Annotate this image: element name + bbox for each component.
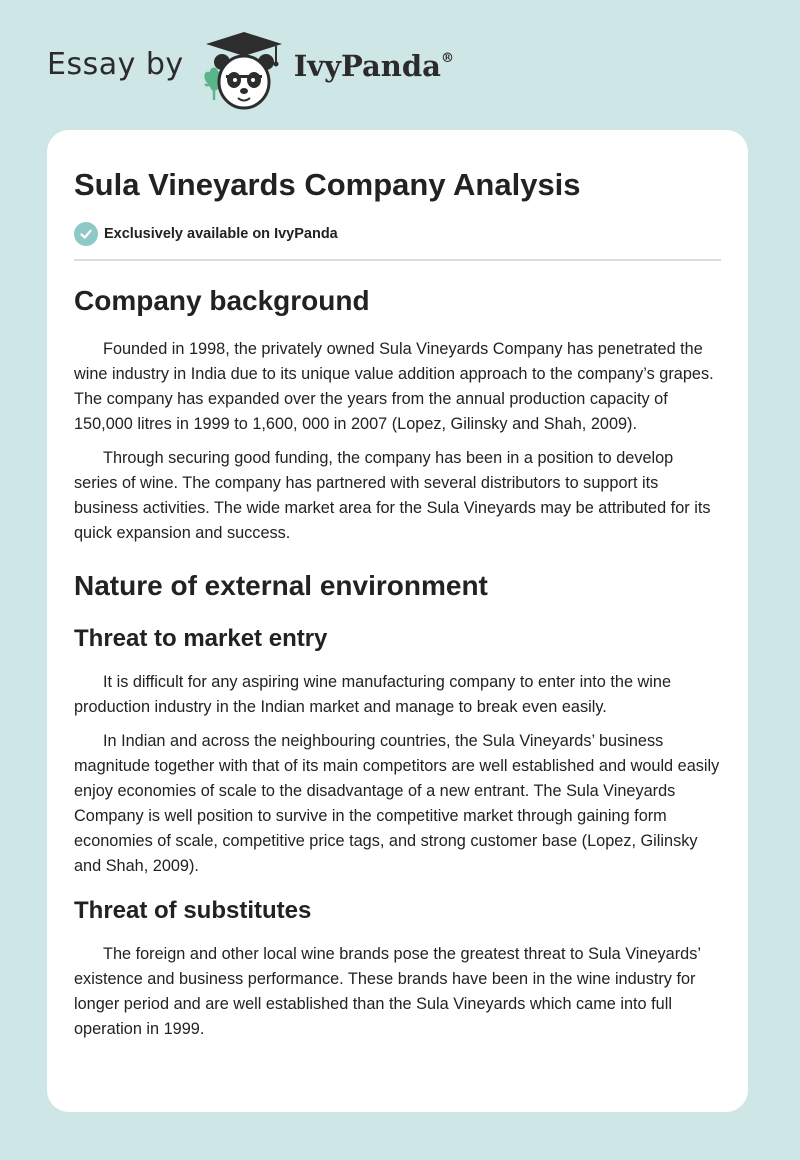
paragraph: Through securing good funding, the company has been in a position to develop series of wine. The company has partnered with several distributors to support its business activities. The wide market area for the Sula Vineyards may be attributed for its quick expansion and success. xyxy=(74,449,711,542)
section-heading-background: Company background xyxy=(74,285,370,316)
panda-graduate-icon[interactable] xyxy=(198,28,290,114)
divider xyxy=(74,259,721,261)
paragraph: In Indian and across the neighbouring countries, the Sula Vineyards’ business magnitude together with that of its main competitors are well established and would easily enjoy economies of scale to the disadvantage of a new entrant. The Sula Vineyards Company is well position to survive in the competitive market through gaining form economies of scale, competitive price tags, and strong customer base (Lopez, Gilinsky and Shah, 2009). xyxy=(74,732,720,875)
paragraph: The foreign and other local wine brands pose the greatest threat to Sula Vineyards’ existence and business performance. These brands have been in the wine industry for longer period and are well established than the Sula Vineyards which came into full operation in 1999. xyxy=(74,945,701,1038)
essay-card xyxy=(47,130,748,1112)
exclusive-badge xyxy=(74,222,721,246)
essay-by-label: Essay by xyxy=(47,46,184,82)
registered-mark: ® xyxy=(440,51,454,66)
exclusive-label: Exclusively available on IvyPanda xyxy=(104,226,338,242)
paragraph: Founded in 1998, the privately owned Sula Vineyards Company has penetrated the wine industry in India due to its unique value addition approach to the company’s grapes. The company has expanded over the years from the annual production capacity of 150,000 litres in 1999 to 1,600, 000 in 2007 (Lopez, Gilinsky and Shah, 2009). xyxy=(74,340,714,433)
section-heading-entry: Threat to market entry xyxy=(74,625,328,652)
site-header xyxy=(47,28,507,114)
page-title: Sula Vineyards Company Analysis xyxy=(74,167,581,202)
check-circle-icon xyxy=(74,222,98,246)
brand-name[interactable]: IvyPanda® xyxy=(293,49,454,83)
section-heading-substitutes: Threat of substitutes xyxy=(74,897,312,924)
paragraph: It is difficult for any aspiring wine manufacturing company to enter into the wine production industry in the Indian market and manage to break even easily. xyxy=(74,673,672,716)
section-heading-external: Nature of external environment xyxy=(74,570,488,601)
